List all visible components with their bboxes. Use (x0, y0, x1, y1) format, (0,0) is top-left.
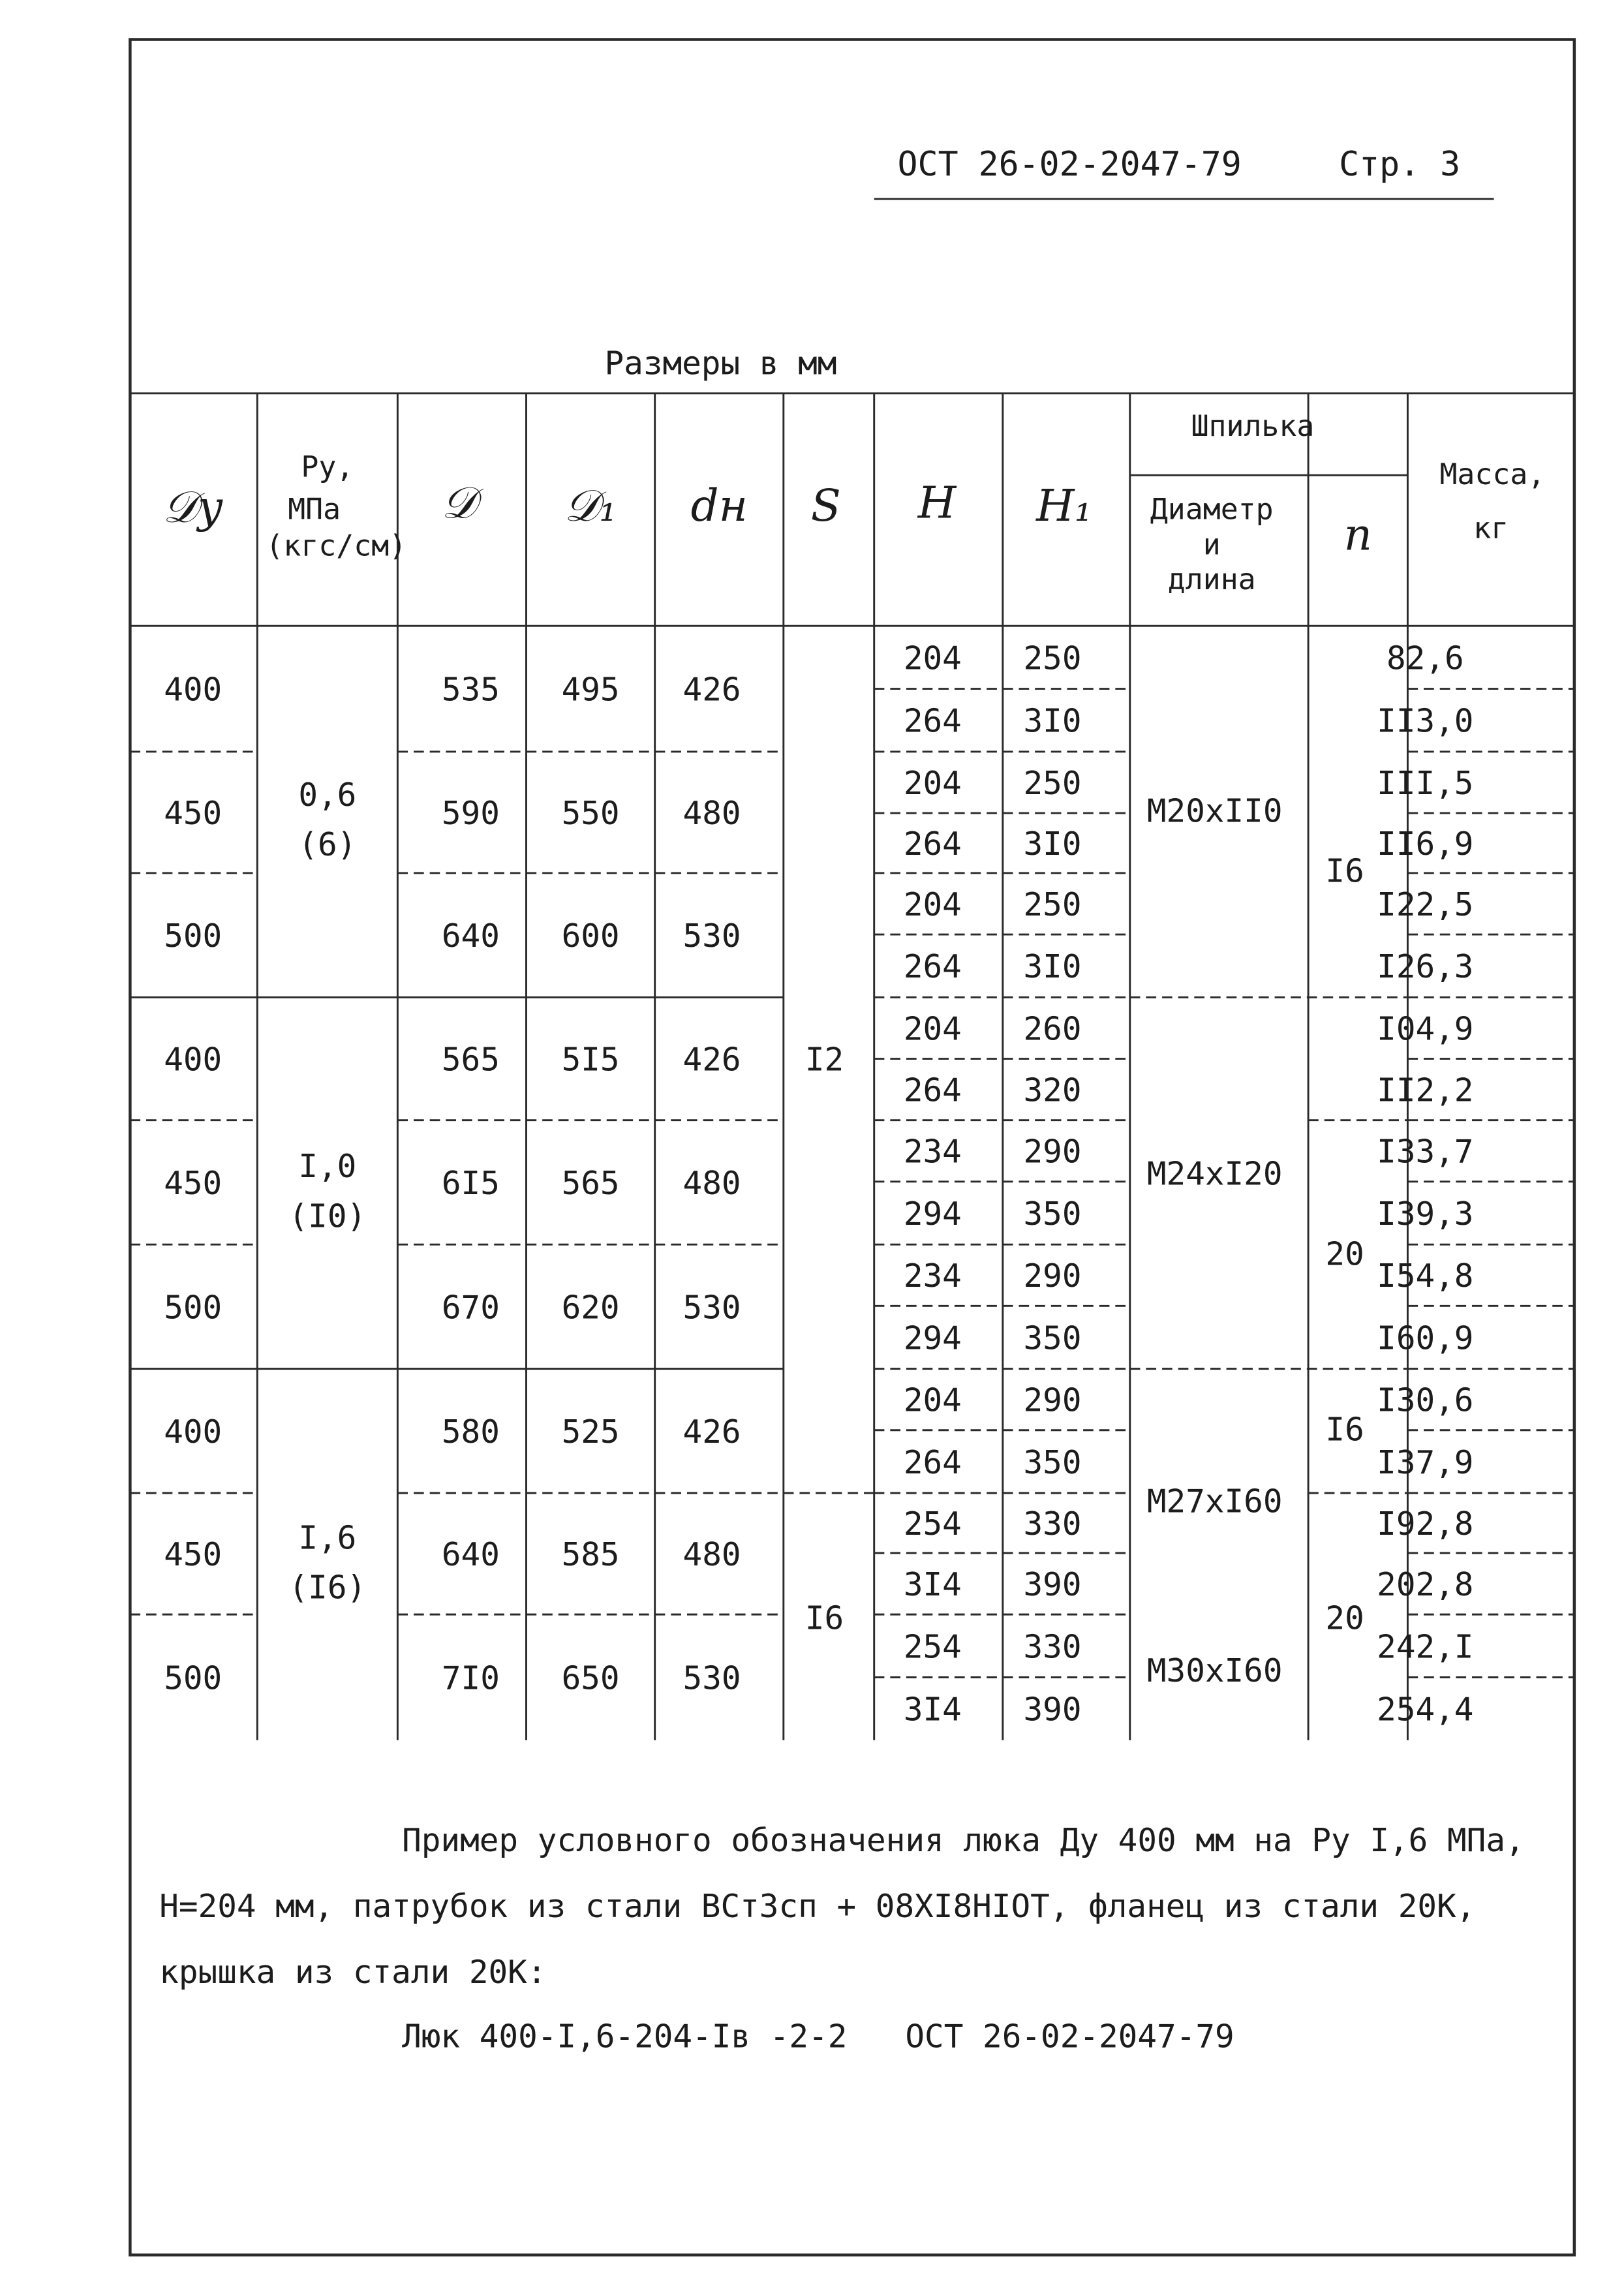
cell-mass: I30,6 (1377, 1381, 1474, 1419)
cell-d1: 5I5 (561, 1040, 620, 1079)
cell-h1: 290 (1023, 1381, 1082, 1419)
cell-d: 7I0 (441, 1659, 500, 1697)
cell-h: 234 (903, 1132, 962, 1171)
cell-stud-n: I6 (1325, 852, 1364, 890)
cell-h: 264 (903, 701, 962, 740)
cell-h: 204 (903, 885, 962, 923)
cell-d1: 550 (561, 793, 620, 832)
header-d: 𝒟 (441, 477, 477, 529)
cell-pressure-mpa: I,0 (298, 1147, 357, 1186)
cell-pressure-mpa: I,6 (298, 1518, 357, 1557)
cell-mass: 202,8 (1377, 1565, 1474, 1604)
cell-stud-n: I6 (1325, 1410, 1364, 1449)
cell-mass: II2,2 (1377, 1071, 1474, 1109)
cell-h1: 250 (1023, 885, 1082, 923)
cell-h1: 330 (1023, 1504, 1082, 1543)
header-dy: 𝒟у (162, 482, 224, 533)
cell-h: 204 (903, 639, 962, 677)
cell-mass: I39,3 (1377, 1194, 1474, 1233)
cell-d: 6I5 (441, 1163, 500, 1202)
cell-pressure-kgf: (6) (298, 825, 357, 864)
cell-stud-size: М27хI60 (1146, 1482, 1283, 1520)
cell-h1: 250 (1023, 639, 1082, 677)
cell-mass: I60,9 (1377, 1319, 1474, 1357)
cell-d: 580 (441, 1412, 500, 1451)
cell-h1: 260 (1023, 1009, 1082, 1048)
cell-dy: 450 (164, 1535, 222, 1574)
cell-h1: 290 (1023, 1257, 1082, 1295)
cell-mass: 254,4 (1377, 1690, 1474, 1729)
cell-stud-size: М24хI20 (1146, 1154, 1283, 1193)
cell-dn: 426 (682, 1412, 741, 1451)
cell-h1: 390 (1023, 1690, 1082, 1729)
cell-d: 640 (441, 1535, 500, 1574)
header-mass-line1: Масса, (1439, 456, 1546, 491)
cell-dy: 450 (164, 793, 222, 832)
cell-h1: 390 (1023, 1565, 1082, 1604)
cell-dy: 400 (164, 1412, 222, 1451)
cell-h1: 3I0 (1023, 701, 1082, 740)
cell-mass: II3,0 (1377, 701, 1474, 740)
cell-d1: 650 (561, 1659, 620, 1697)
cell-d1: 495 (561, 670, 620, 709)
note-line-1: Пример условного обозначения люка Ду 400 мм на Ру I,6 МПа, (402, 1821, 1525, 1860)
document-number: ОСТ 26-02-2047-79 (897, 144, 1242, 184)
cell-dn: 426 (682, 670, 741, 709)
cell-h: 254 (903, 1627, 962, 1666)
cell-mass: I92,8 (1377, 1504, 1474, 1543)
cell-d: 565 (441, 1040, 500, 1079)
cell-h: 3I4 (903, 1690, 962, 1729)
header-stud-size-line2: и (1203, 527, 1221, 562)
header-pressure-line1: Ру, (301, 449, 354, 484)
cell-mass: I26,3 (1377, 947, 1474, 986)
cell-stud-n: 20 (1325, 1599, 1364, 1637)
cell-h1: 350 (1023, 1194, 1082, 1233)
cell-d1: 565 (561, 1163, 620, 1202)
cell-pressure-kgf: (I6) (288, 1568, 367, 1607)
cell-d: 535 (441, 670, 500, 709)
cell-h: 264 (903, 1071, 962, 1109)
cell-h1: 3I0 (1023, 824, 1082, 863)
cell-mass: I37,9 (1377, 1443, 1474, 1481)
header-stud-size-line1: Диаметр (1150, 491, 1274, 527)
note-line-3: крышка из стали 20К: (159, 1952, 547, 1991)
cell-mass: I22,5 (1377, 885, 1474, 923)
cell-dn: 530 (682, 1659, 741, 1697)
cell-h: 3I4 (903, 1565, 962, 1604)
cell-dy: 400 (164, 1040, 222, 1079)
cell-mass: I04,9 (1377, 1009, 1474, 1048)
cell-mass: 82,6 (1386, 639, 1464, 677)
header-h1: H₁ (1036, 480, 1092, 531)
header-d1: 𝒟₁ (564, 480, 617, 531)
designation-line: Люк 400-I,6-204-Iв -2-2 ОСТ 26-02-2047-79 (402, 2017, 1234, 2055)
note-line-2: Н=204 мм, патрубок из стали ВСт3сп + 08ХI8НIОТ, фланец из стали 20К, (159, 1887, 1476, 1926)
cell-h1: 350 (1023, 1443, 1082, 1481)
cell-h: 254 (903, 1504, 962, 1543)
cell-dy: 450 (164, 1163, 222, 1202)
cell-pressure-mpa: 0,6 (298, 775, 357, 814)
header-dn: dн (690, 480, 748, 531)
cell-mass: I33,7 (1377, 1132, 1474, 1171)
cell-h: 264 (903, 824, 962, 863)
cell-mass: III,5 (1377, 763, 1474, 802)
cell-d1: 585 (561, 1535, 620, 1574)
cell-s: I6 (804, 1599, 844, 1637)
cell-h: 294 (903, 1319, 962, 1357)
cell-d: 590 (441, 793, 500, 832)
cell-h: 204 (903, 1381, 962, 1419)
header-h: H (917, 477, 957, 529)
cell-h: 204 (903, 763, 962, 802)
header-stud: Шпилька (1191, 408, 1315, 443)
cell-h: 264 (903, 1443, 962, 1481)
cell-h1: 330 (1023, 1627, 1082, 1666)
cell-d: 670 (441, 1288, 500, 1327)
cell-mass: I54,8 (1377, 1257, 1474, 1295)
cell-d1: 525 (561, 1412, 620, 1451)
cell-dy: 400 (164, 670, 222, 709)
header-pressure-line2: МПа (288, 491, 341, 527)
header-pressure-line3: (кгс/см) (266, 528, 407, 563)
cell-h: 234 (903, 1257, 962, 1295)
cell-stud-size: М20хII0 (1146, 792, 1283, 830)
cell-mass: 242,I (1377, 1627, 1474, 1666)
cell-pressure-kgf: (I0) (288, 1197, 367, 1235)
cell-h1: 320 (1023, 1071, 1082, 1109)
cell-dn: 530 (682, 917, 741, 955)
cell-h1: 350 (1023, 1319, 1082, 1357)
cell-dy: 500 (164, 1288, 222, 1327)
cell-dy: 500 (164, 1659, 222, 1697)
cell-mass: II6,9 (1377, 824, 1474, 863)
header-mass-line2: кг (1473, 510, 1509, 546)
cell-dn: 480 (682, 793, 741, 832)
header-stud-size-line3: длина (1167, 562, 1256, 597)
cell-dy: 500 (164, 917, 222, 955)
cell-h1: 290 (1023, 1132, 1082, 1171)
cell-d1: 620 (561, 1288, 620, 1327)
cell-h1: 3I0 (1023, 947, 1082, 986)
cell-dn: 480 (682, 1535, 741, 1574)
cell-dn: 530 (682, 1288, 741, 1327)
header-s: S (810, 480, 841, 531)
cell-d1: 600 (561, 917, 620, 955)
header-n: n (1343, 509, 1372, 561)
cell-h1: 250 (1023, 763, 1082, 802)
page-number: Стр. 3 (1339, 144, 1461, 184)
units-caption: Размеры в мм (604, 344, 837, 382)
cell-h: 204 (903, 1009, 962, 1048)
cell-h: 294 (903, 1194, 962, 1233)
cell-d: 640 (441, 917, 500, 955)
cell-stud-size: М30хI60 (1146, 1652, 1283, 1690)
cell-dn: 426 (682, 1040, 741, 1079)
cell-h: 264 (903, 947, 962, 986)
cell-dn: 480 (682, 1163, 741, 1202)
cell-s: I2 (804, 1040, 844, 1079)
cell-stud-n: 20 (1325, 1235, 1364, 1273)
